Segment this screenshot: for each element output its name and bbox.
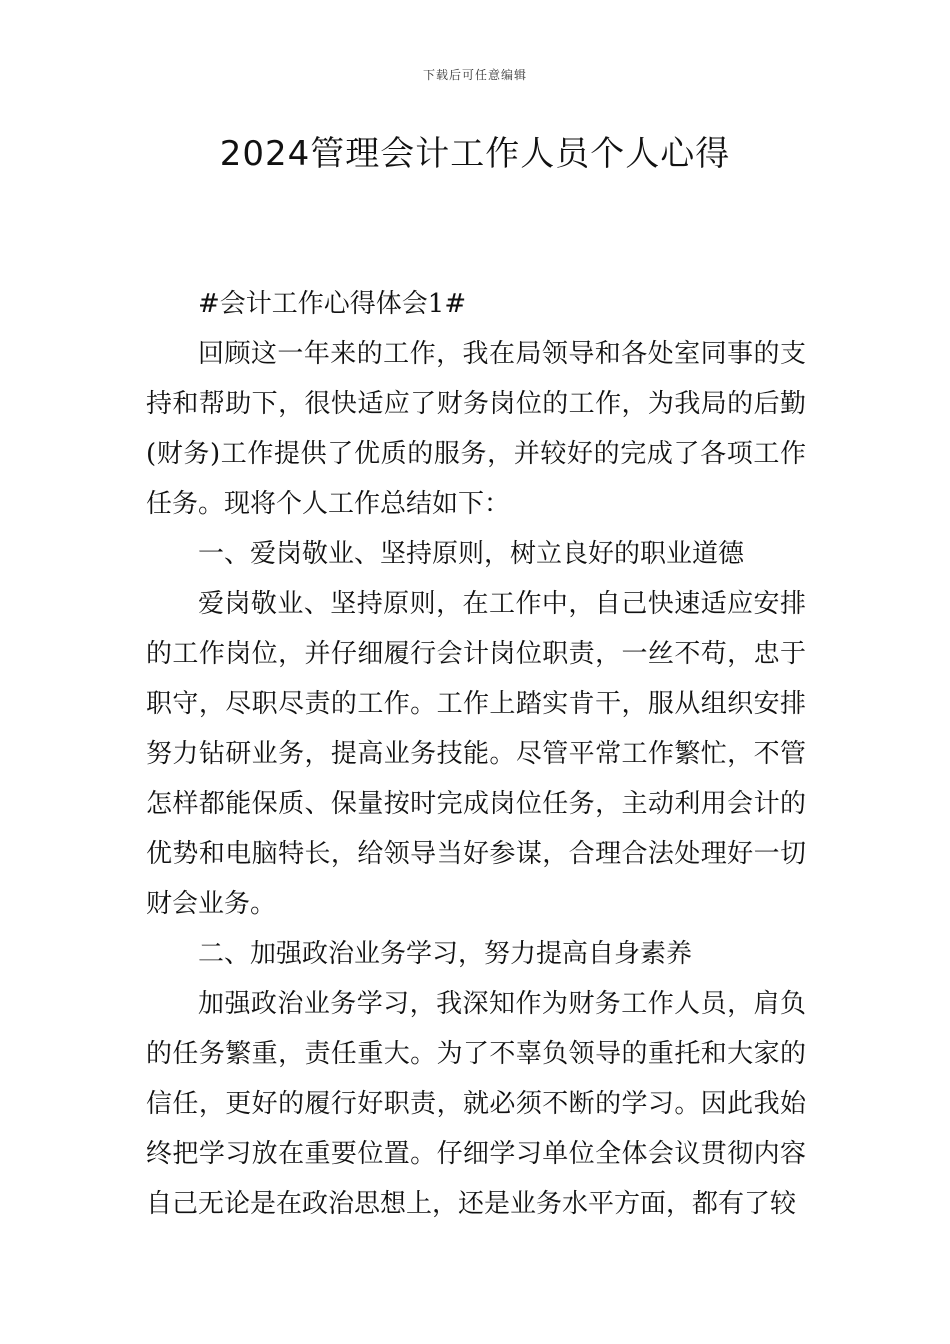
paragraph: 回顾这一年来的工作，我在局领导和各处室同事的支持和帮助下，很快适应了财务岗位的工作，为我局的后勤(财务)工作提供了优质的服务，并较好的完成了各项工作任务。现将个人工作总结如下： <box>146 339 806 519</box>
header-note: 下载后可任意编辑 <box>422 68 527 82</box>
document-body <box>146 279 806 1229</box>
document-title: 2024管理会计工作人员个人心得 <box>219 134 731 174</box>
paragraph: 加强政治业务学习，我深知作为财务工作人员，肩负的任务繁重，责任重大。为了不辜负领导的重托和大家的信任，更好的履行好职责，就必须不断的学习。因此我始终把学习放在重要位置。仔细学习单位全体会议贯彻内容自己无论是在政治思想上，还是业务水平方面，都有了较 <box>146 989 806 1219</box>
section-heading: #会计工作心得体会1# <box>198 289 467 319</box>
section-heading: 一、爱岗敬业、坚持原则，树立良好的职业道德 <box>198 539 745 569</box>
paragraph: 爱岗敬业、坚持原则，在工作中，自己快速适应安排的工作岗位，并仔细履行会计岗位职责，一丝不苟，忠于职守，尽职尽责的工作。工作上踏实肯干，服从组织安排努力钻研业务，提高业务技能。尽管平常工作繁忙，不管怎样都能保质、保量按时完成岗位任务，主动利用会计的优势和电脑特长，给领导当好参谋，合理合法处理好一切财会业务。 <box>146 589 806 919</box>
section-heading: 二、加强政治业务学习，努力提高自身素养 <box>198 939 693 969</box>
